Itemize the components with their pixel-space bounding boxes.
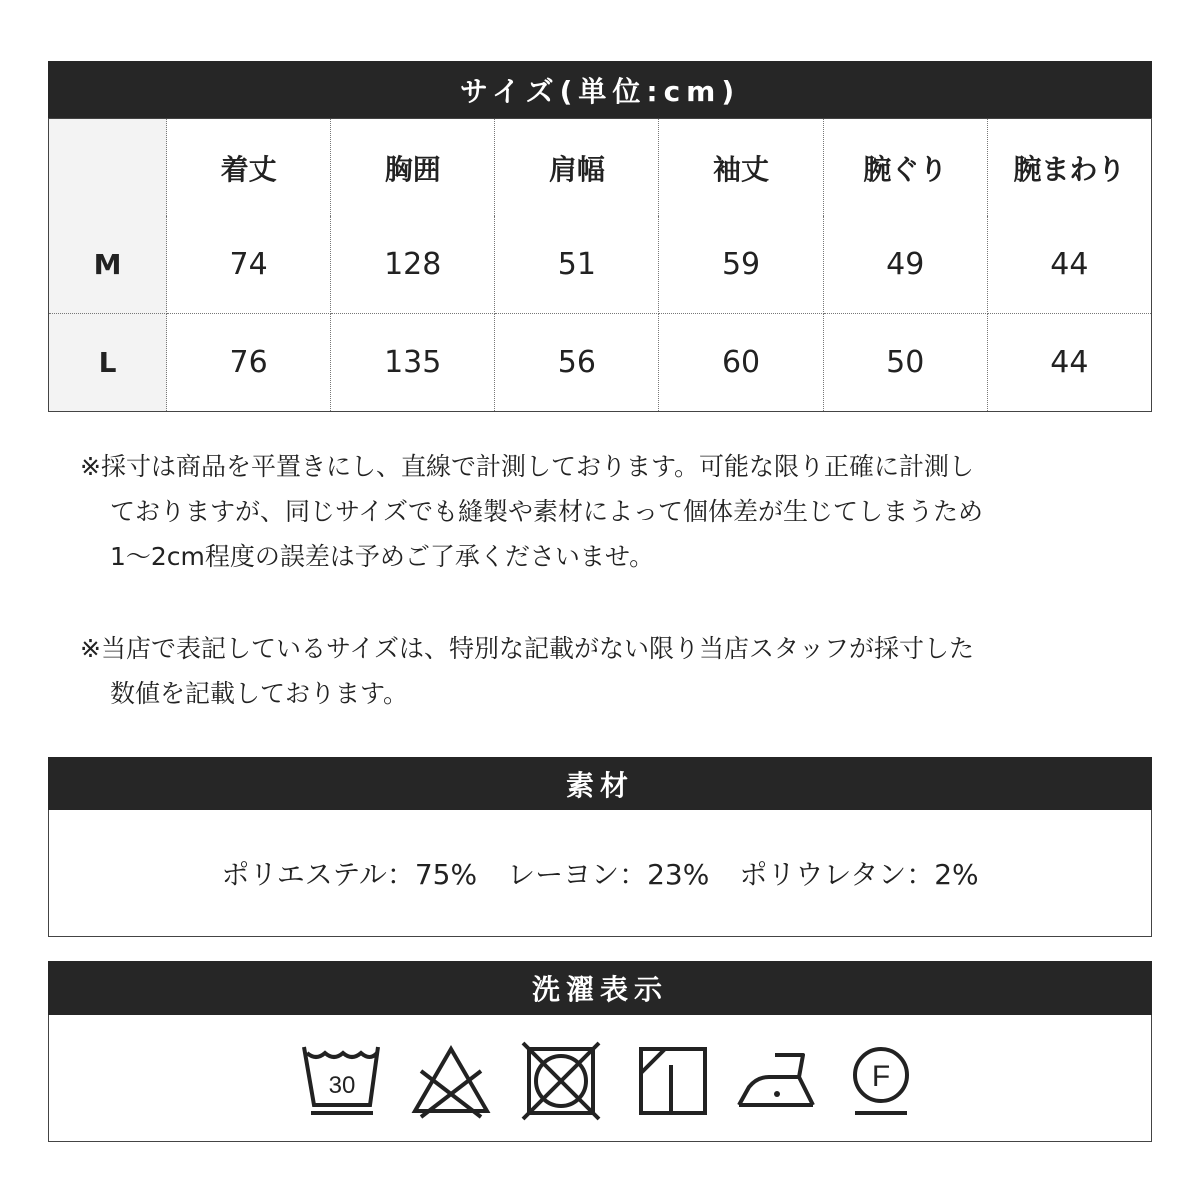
wash-temperature: 30 [328, 1072, 356, 1099]
size-section-title: サイズ(単位:cm) [459, 74, 741, 108]
table-cell: 128 [331, 216, 495, 314]
note-line: 1～2cm程度の誤差は予めご了承くださいませ。 [110, 542, 655, 571]
table-cell: 74 [167, 216, 331, 314]
note-line: 数値を記載しております。 [110, 679, 409, 708]
table-cell: 76 [167, 314, 331, 412]
size-note [80, 626, 1140, 716]
no-tumble-dry-icon [521, 1041, 601, 1121]
material-section-title: 素材 [565, 768, 634, 802]
column-header: 胸囲 [331, 119, 495, 217]
dry-clean-f-icon [841, 1041, 921, 1121]
table-cell: 51 [495, 216, 659, 314]
size-table [48, 118, 1152, 412]
material-box [48, 810, 1152, 937]
size-table-header-row [49, 119, 1152, 217]
table-cell: 44 [987, 216, 1151, 314]
no-bleach-icon [411, 1041, 491, 1121]
material-section-header [48, 757, 1152, 810]
column-header: 腕ぐり [823, 119, 987, 217]
table-cell: 135 [331, 314, 495, 412]
note-line: ※採寸は商品を平置きにし、直線で計測しております。可能な限り正確に計測し [80, 452, 974, 481]
table-cell: 44 [1050, 345, 1089, 380]
measurement-note [80, 444, 1140, 579]
care-section-header [48, 961, 1152, 1015]
size-section-header [48, 61, 1152, 118]
size-label: L [49, 314, 167, 412]
iron-low-icon [737, 1041, 817, 1121]
table-cell: 49 [823, 216, 987, 314]
table-cell: 60 [659, 314, 823, 412]
column-header: 腕まわり [987, 119, 1151, 217]
table-row [49, 314, 1152, 412]
table-cell: 50 [823, 314, 987, 412]
wash-30-icon [301, 1041, 381, 1121]
column-header: 肩幅 [495, 119, 659, 217]
note-line: ておりますが、同じサイズでも縫製や素材によって個体差が生じてしまうため [110, 497, 984, 526]
line-dry-shade-icon [633, 1041, 713, 1121]
column-header: 着丈 [167, 119, 331, 217]
care-section-title: 洗濯表示 [531, 973, 668, 1006]
material-item: ポリエステル：75% [221, 858, 478, 891]
note-line: ※当店で表記しているサイズは、特別な記載がない限り当店スタッフが採寸した [80, 634, 974, 663]
material-item: ポリウレタン：2% [739, 858, 979, 891]
column-header: 袖丈 [659, 119, 823, 217]
material-item: レーヨン：23% [507, 858, 710, 891]
size-label: M [49, 216, 167, 314]
dry-clean-letter: F [871, 1060, 891, 1093]
table-cell: 56 [495, 314, 659, 412]
table-row [49, 216, 1152, 314]
table-corner-cell [49, 119, 167, 217]
care-symbols-box [48, 1015, 1152, 1142]
table-cell: 59 [659, 216, 823, 314]
